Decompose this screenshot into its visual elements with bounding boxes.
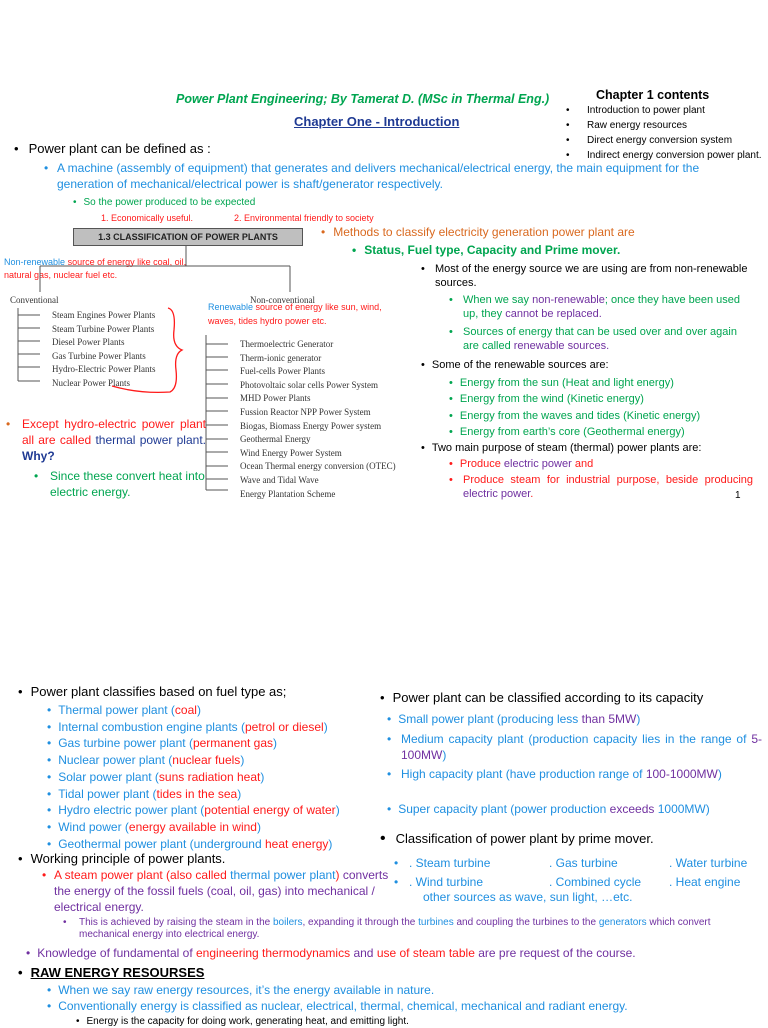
renew-paragraph: • Sources of energy that can be used over and over again are called renewable sources.: [449, 326, 737, 352]
list-item: • Nuclear power plant (nuclear fuels): [47, 753, 245, 768]
list-item: MHD Power Plants: [240, 393, 311, 404]
since-paragraph: • Since these convert heat into electric energy.: [34, 469, 205, 499]
list-item: • Gas turbine power plant (permanent gas): [47, 736, 278, 751]
methods-line: • Methods to classify electricity generation power plant are: [321, 225, 635, 239]
list-item: • Thermal power plant (coal): [47, 703, 201, 717]
list-item: Gas Turbine Power Plants: [52, 350, 146, 361]
definition-intro: • Power plant can be defined as :: [14, 141, 211, 156]
list-item: Photovoltaic solar cells Power System: [240, 379, 378, 390]
contents-heading: Chapter 1 contents: [596, 88, 710, 102]
list-item: Wave and Tidal Wave: [240, 474, 319, 485]
list-item: • Hydro electric power plant (potential energy of water): [47, 803, 340, 818]
nonrenewable-note-2: natural gas, nuclear fuel etc.: [4, 270, 118, 280]
raw-heading: • RAW ENERGY RESOURSES: [18, 965, 205, 980]
slide-title: Power Plant Engineering; By Tamerat D. (MSc in Thermal Eng.): [176, 92, 550, 106]
list-item: • Energy from the sun (Heat and light energy): [449, 377, 674, 389]
fuel-heading: • Power plant classifies based on fuel type as;: [18, 684, 287, 699]
env-text: 2. Environmental friendly to society: [234, 213, 374, 223]
chapter-title: Chapter One - Introduction: [294, 114, 460, 129]
achieved-body: • This is achieved by raising the steam in the boilers, expanding it through the turbines and coupling the turbines to the generators which convert mechanical energy into electrical energy.: [63, 917, 711, 940]
some-heading: • Some of the renewable sources are:: [421, 359, 609, 371]
list-item: Fuel-cells Power Plants: [240, 366, 325, 377]
renewable-note-2: waves, tides hydro power etc.: [208, 316, 327, 326]
classification-banner: 1.3 CLASSIFICATION OF POWER PLANTS: [73, 228, 303, 246]
list-item: • Solar power plant (suns radiation heat): [47, 769, 265, 784]
fuel-list: [47, 702, 340, 852]
list-item: Fussion Reactor NPP Power System: [240, 406, 371, 417]
methods-list: • Status, Fuel type, Capacity and Prime mover.: [352, 243, 621, 257]
raw-item-3: • Energy is the capacity for doing work, generating heat, and emitting light.: [76, 1016, 409, 1027]
nonconventional-label: Non-conventional: [250, 295, 315, 305]
raw-item-2: • Conventionally energy is classified as nuclear, electrical, thermal, chemical, mechanical and radiant energy.: [47, 999, 628, 1013]
list-item: • Energy from the waves and tides (Kinetic energy): [449, 409, 701, 422]
list-item: • Energy from earth’s core (Geothermal energy): [449, 425, 685, 438]
working-heading: • Working principle of power plants.: [18, 851, 226, 866]
raw-item-1: • When we say raw energy resources, it’s the energy available in nature.: [47, 983, 435, 997]
two-purpose-heading: • Two main purpose of steam (thermal) power plants are:: [421, 442, 702, 454]
working-body: • A steam power plant (also called thermal power plant) converts the energy of the fossil fuels (coal, oil, gas) into mechanical / electrical energy.: [42, 868, 389, 914]
capacity-heading: • Power plant can be classified according to its capacity: [380, 690, 704, 705]
list-item: Steam Turbine Power Plants: [52, 323, 155, 334]
except-paragraph: • Except hydro-electric power plant all are called thermal power plant. Why?: [6, 417, 206, 463]
list-item: • Indirect energy conversion power plant.: [566, 150, 762, 161]
capacity-item-4: • Super capacity plant (power production exceeds 1000MW): [387, 802, 710, 816]
capacity-item-3: • High capacity plant (have production range of 100-1000MW): [387, 767, 722, 781]
list-item: Ocean Thermal energy conversion (OTEC): [240, 461, 396, 472]
conventional-label: Conventional: [10, 295, 59, 305]
most-paragraph: • Most of the energy source we are using are from non-renewable sources.: [421, 263, 748, 289]
nonconventional-list: [240, 338, 396, 501]
list-item: Nuclear Power Plants: [52, 377, 130, 388]
list-item: Steam Engines Power Plants: [52, 310, 156, 320]
list-item: • Direct energy conversion system: [566, 135, 733, 146]
list-item: Diesel Power Plants: [52, 337, 125, 347]
renewable-list: [449, 375, 700, 440]
definition-sub: • So the power produced to be expected: [73, 197, 256, 208]
list-item: Biogas, Biomass Energy Power system: [240, 420, 382, 431]
knowledge-line: • Knowledge of fundamental of engineering thermodynamics and use of steam table are pre request of the course.: [26, 946, 636, 960]
nonrenew-paragraph: • When we say non-renewable; once they have been used up, they cannot be replaced.: [449, 294, 741, 320]
list-item: Hydro-Electric Power Plants: [52, 364, 156, 374]
nonrenewable-note: Non-renewable source of energy like coal, oil,: [4, 257, 187, 267]
page-number: 1: [735, 490, 741, 501]
prime-row-3: other sources as wave, sun light, …etc.: [423, 890, 633, 904]
conventional-list: [52, 309, 155, 390]
list-item: Wind Energy Power System: [240, 447, 342, 458]
capacity-item-1: • Small power plant (producing less than 5MW): [387, 712, 641, 726]
slides-page: Power Plant Engineering; By Tamerat D. (MSc in Thermal Eng.) Chapter One - Introduction Chapter 1 contents • Introduction to power plant • Raw energy resources • Direct energy conversion system • Indirect energy conversion power plant. • Power plant can be defined as : • A machine (assembly of equipment) that generates and delivers mechanical/electrical energy, the main equipment for the generation of mechanical/electrical power is shaft/generator respectively. • So the power produced to be expected 1. Economically useful. 2. Environmental friendly to society 1.3 CLASSIFICATION OF POWER PLANTS • Methods to classify electricity generation power plant are • Status, Fuel type, Capacity and Prime mover. Non-renewable source of energy like coal, oil, natural gas, nuclear fuel etc. Conventional Non-conventional Renewable source of energy like sun, wind, waves, tides hydro power etc. Steam Engines Power Plants Steam Turbine Power Plants Diesel Power Plants Gas Turbine Power Plants Hydro-Electric Power Plants Nuclear Power Plants Thermoelectric Generator Therm-ionic generator Fuel-cells Power Plants Photovoltaic solar cells Power System MHD Power Plants Fussion Reactor NPP Power System Biogas, Biomass Energy Power system Geothermal Energy Wind Energy Power System Ocean Thermal energy conversion (OTEC) Wave and Tidal Wave Energy Plantation Scheme • Except hydro-electric power plant all are called thermal power plant. Why? • Since these convert heat into electric energy. • Most of the energy source we are using are from non-renewable sources. • When we say non-renewable; once they have been used up, they cannot be replaced. • Sources of energy that can be used over and over again are called renewable sources. • Some of the renewable sources are: • Energy from the sun (Heat and light energy) • Energy from the wind (Kinetic energy) • Energy from the waves and tides (Kinetic energy) • Energy from earth’s core (Geothermal energy) • Two main purpose of steam (thermal) power plants are: • Produce electric power and • Produce steam for industrial purpose, beside producing electric power. 1 • Power plant classifies based on fuel type as; • Thermal power plant (coal) • Internal combustion engine plants (petrol or diesel) • Gas turbine power plant (permanent gas) • Nuclear power plant (nuclear fuels) • Solar power plant (suns radiation heat) • Tidal power plant (tides in the sea) • Hydro electric power plant (potential energy of water) • Wind power (energy available in wind) • Geothermal power plant (underground heat energy) • Power plant can be classified according to its capacity • Small power plant (producing less than 5MW) • Medium capacity plant (production capacity lies in the range of 5- 100MW) • High capacity plant (have production range of 100-1000MW) • Super capacity plant (power production exceeds 1000MW) • Classification of power plant by prime mover. • . Steam turbine . Gas turbine . Water turbine • . Wind turbine . Combined cycle . Heat engine other sources as wave, sun light, …etc. • Working principle of power plants. • A steam power plant (also called thermal power plant) converts the energy of the fossil fuels (coal, oil, gas) into mechanical / electrical energy. • This is achieved by raising the steam in the boilers, expanding it through the turbines and coupling the turbines to the generators which convert mechanical energy into electrical energy. • Knowledge of fundamental of engineering thermodynamics and use of steam table are pre request of the course. • RAW ENERGY RESOURSES • When we say raw energy resources, it’s the energy available in nature. • Conventionally energy is classified as nuclear, electrical, thermal, chemical, mechanical and radiant energy. • Energy is the capacity for doing work, generating heat, and emitting light.: [0, 0, 768, 1024]
list-item: • Raw energy resources: [566, 120, 688, 131]
list-item: • Tidal power plant (tides in the sea): [47, 786, 242, 801]
purpose-1: • Produce electric power and: [449, 458, 594, 470]
list-item: • Internal combustion engine plants (petrol or diesel): [47, 719, 328, 734]
renewable-note: Renewable source of energy like sun, wind,: [208, 302, 382, 312]
definition-body: • A machine (assembly of equipment) that generates and delivers mechanical/electrical energy, the main equipment for the generation of mechanical/electrical power is shaft/generator respectively.: [44, 161, 700, 191]
list-item: • Geothermal power plant (underground heat energy): [47, 836, 333, 851]
list-item: Energy Plantation Scheme: [240, 488, 336, 499]
capacity-item-2: • Medium capacity plant (production capacity lies in the range of 5- 100MW): [387, 732, 762, 762]
list-item: Therm-ionic generator: [240, 352, 322, 363]
list-item: • Energy from the wind (Kinetic energy): [449, 393, 644, 406]
list-item: • Introduction to power plant: [566, 105, 705, 116]
list-item: Geothermal Energy: [240, 434, 311, 445]
list-item: Thermoelectric Generator: [240, 339, 334, 349]
econ-text: 1. Economically useful.: [101, 213, 194, 223]
list-item: • Wind power (energy available in wind): [47, 819, 261, 834]
purpose-2: • Produce steam for industrial purpose, beside producing electric power.: [449, 474, 753, 500]
prime-heading: • Classification of power plant by prime mover.: [380, 830, 654, 847]
